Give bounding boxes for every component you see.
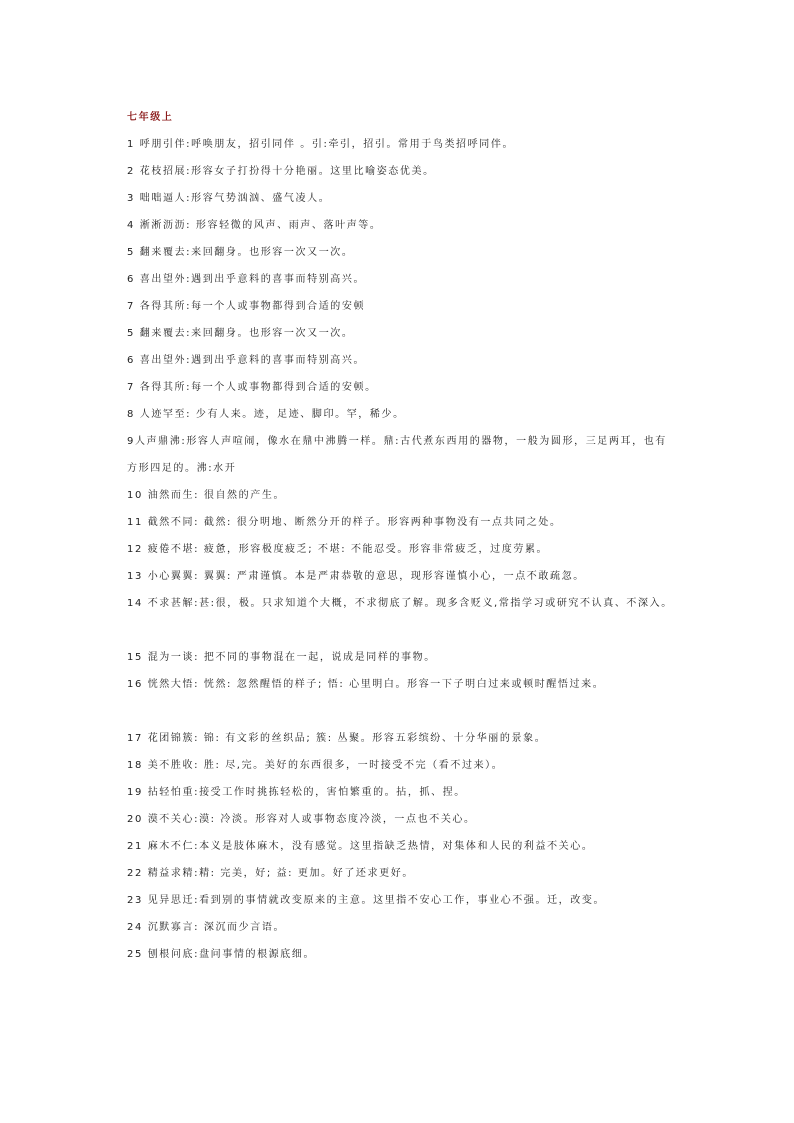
idiom-entry-20: 17 花团锦簇: 锦: 有文彩的丝织品; 簇: 丛聚。形容五彩缤纷、十分华丽的景象。 bbox=[127, 733, 547, 744]
idiom-entry-21: 18 美不胜收: 胜: 尽,完。美好的东西很多，一时接受不完（看不过来）。 bbox=[127, 760, 504, 771]
idiom-entry-13: 10 油然而生: 很自然的产生。 bbox=[127, 490, 286, 501]
idiom-entry-17: 14 不求甚解:甚:很，极。只求知道个大概，不求彻底了解。现多含贬义,常指学习或研究不认真、不深入。 bbox=[127, 598, 673, 609]
idiom-entry-4: 4 淅淅沥沥: 形容轻微的风声、雨声、落叶声等。 bbox=[127, 220, 382, 231]
idiom-entry-27: 24 沉默寡言: 深沉而少言语。 bbox=[127, 922, 286, 933]
idiom-entry-10: 7 各得其所:每一个人或事物都得到合适的安顿。 bbox=[127, 382, 377, 393]
idiom-entry-7: 7 各得其所:每一个人或事物都得到合适的安顿 bbox=[127, 301, 366, 312]
section-heading: 七年级上 bbox=[127, 112, 174, 123]
idiom-entry-3: 3 咄咄逼人:形容气势汹汹、盛气凌人。 bbox=[127, 193, 331, 204]
idiom-entry-22: 19 拈轻怕重:接受工作时挑拣轻松的，害怕繁重的。拈，抓、捏。 bbox=[127, 787, 466, 798]
idiom-entry-19: 16 恍然大悟: 恍然: 忽然醒悟的样子; 悟: 心里明白。形容一下子明白过来或顿时醒悟过来。 bbox=[127, 679, 605, 690]
idiom-entry-28: 25 刨根问底:盘问事情的根源底细。 bbox=[127, 949, 316, 960]
idiom-entry-26: 23 见异思迁:看到别的事情就改变原来的主意。这里指不安心工作，事业心不强。迁，改变。 bbox=[127, 895, 606, 906]
idiom-entry-11: 8 人迹罕至: 少有人来。迹，足迹、脚印。罕，稀少。 bbox=[127, 409, 405, 420]
idiom-entry-8: 5 翻来覆去:来回翻身。也形容一次又一次。 bbox=[127, 328, 354, 339]
document-page bbox=[127, 104, 675, 968]
idiom-entry-24: 21 麻木不仁:本义是肢体麻木，没有感觉。这里指缺乏热情，对集体和人民的利益不关心。 bbox=[127, 841, 594, 852]
idiom-entry-2: 2 花枝招展:形容女子打扮得十分艳丽。这里比喻姿态优美。 bbox=[127, 166, 435, 177]
idiom-entry-25: 22 精益求精:精: 完美，好; 益: 更加。好了还求更好。 bbox=[127, 868, 414, 879]
idiom-entry-9: 6 喜出望外:遇到出乎意料的喜事而特别高兴。 bbox=[127, 355, 366, 366]
idiom-entry-16: 13 小心翼翼: 翼翼: 严肃谨慎。本是严肃恭敬的意思，现形容谨慎小心，一点不敢疏忽。 bbox=[127, 571, 585, 582]
idiom-entry-5: 5 翻来覆去:来回翻身。也形容一次又一次。 bbox=[127, 247, 354, 258]
idiom-entry-12: 9人声鼎沸:形容人声喧闹，像水在鼎中沸腾一样。鼎:古代煮东西用的器物，一般为圆形，三足两耳，也有方形四足的。沸:水开 bbox=[127, 436, 667, 474]
idiom-entry-15: 12 疲倦不堪: 疲惫，形容极度疲乏; 不堪: 不能忍受。形容非常疲乏，过度劳累。 bbox=[127, 544, 549, 555]
idiom-entry-1: 1 呼朋引伴:呼唤朋友，招引同伴 。引:牵引，招引。常用于鸟类招呼同伴。 bbox=[127, 139, 515, 150]
idiom-entry-6: 6 喜出望外:遇到出乎意料的喜事而特别高兴。 bbox=[127, 274, 366, 285]
idiom-entry-23: 20 漠不关心:漠: 冷淡。形容对人或事物态度冷淡，一点也不关心。 bbox=[127, 814, 476, 825]
idiom-entry-18: 15 混为一谈: 把不同的事物混在一起，说成是同样的事物。 bbox=[127, 652, 436, 663]
idiom-entry-14: 11 截然不同: 截然: 很分明地、断然分开的样子。形容两种事物没有一点共同之处。 bbox=[127, 517, 562, 528]
